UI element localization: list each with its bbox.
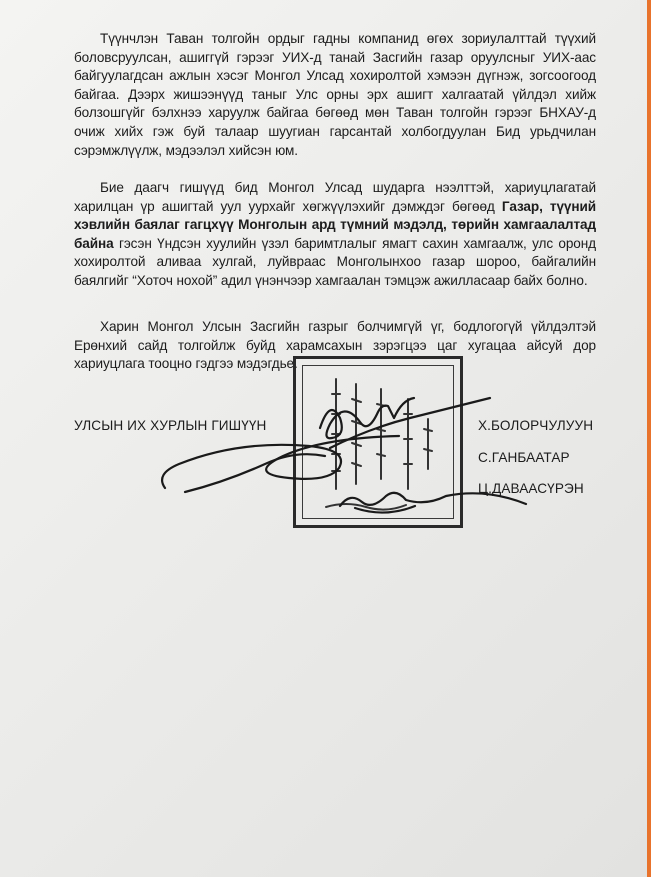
paragraph-2-text-b: гэсэн Үндсэн хуулийн үзэл баримтлалыг ямагт сахин хамгаалж, улс оронд хохиролтой аливаа хулгай, луйвраас Монголынхоо газар шороо, байгалийн баялгийг “Хоточ нохой” адил үнэнчээр хамгаалан тэмцэж ажилласаар байх болно. [74, 235, 596, 288]
signature-title: УЛСЫН ИХ ХУРЛЫН ГИШҮҮН [74, 418, 267, 433]
paragraph-1: Түүнчлэн Таван толгойн ордыг гадны компанид өгөх зориулалттай түүхий боловсруулсан, ашиггүй гэрээг УИХ-д танай Засгийн газар оруулсныг УИХ-аас байгуулагдсан ажлын хэсэг Монгол Улсад хохиролтой хэмээн дүгнэж, зогсоогоод байгаа. Дээрх жишээнүүд таныг Улс орны эрх ашигт халгаатай үйлдэл хийж болзошгүйг бэлхнээ харуулж байгаа бөгөөд мөн Таван толгойн гэрээг БНХАУ-д очиж хийх гэж буй талаар шуугиан гарсантай холбогдуулан Бид урьдчилан сэрэмжлүүлж, мэдээлэл хийсэн юм. [74, 31, 596, 158]
signer-name-1: Х.БОЛОРЧУЛУУН [478, 418, 594, 433]
paragraph-2-bold-text: Газар, түүний хэвлийн баялаг гагцхүү Монголын ард түмний мэдэлд, төрийн хамгаалалтад байна [74, 198, 596, 251]
paragraph-2-text-a: Бие даагч гишүүд бид Монгол Улсад шударга нээлттэй, хариуцлагатай харилцан үр ашигтай уул уурхайг хөгжүүлэхийг дэмждэг бөгөөд [74, 180, 596, 214]
signer-name-2: С.ГАНБААТАР [478, 450, 570, 465]
signer-name-3: Ц.ДАВААСҮРЭН [478, 481, 584, 496]
paragraph-3: Харин Монгол Улсын Засгийн газрыг болчимгүй үг, бодлогогүй үйлдэлтэй Ерөнхий сайд толгойлж буйд харамсахын зэрэгцээ цаг хугацаа айсуй дор хариуцлага тооцно гэдгээ мэдэгдье. [74, 319, 596, 372]
